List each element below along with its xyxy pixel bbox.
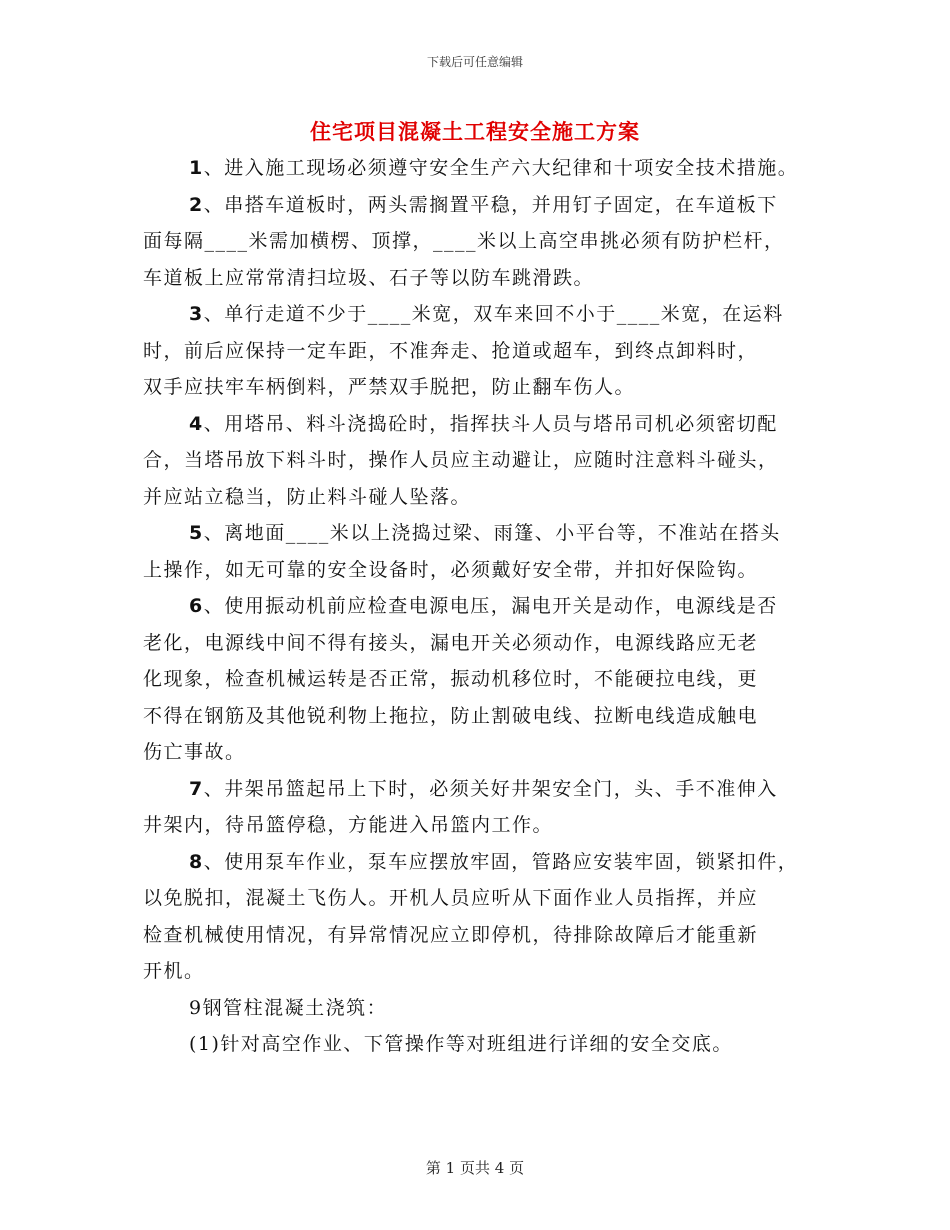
paragraph-line [143,917,833,954]
paragraph-line [143,479,833,516]
line-text: 老化，电源线中间不得有接头，漏电开关必须动作，电源线路应无老 [143,631,759,654]
paragraph-line [143,442,833,479]
paragraph-line [143,990,833,1027]
paragraph-line [143,552,833,589]
line-text: 伤亡事故。 [143,741,246,763]
paragraph [143,296,833,406]
paragraph-line [143,734,833,771]
line-text: 面每隔____米需加横楞、顶撑，____米以上高空串挑必须有防护栏杆， [143,230,785,252]
paragraph-line [143,369,833,406]
paragraph-line [143,1026,833,1063]
paragraph [143,187,833,297]
page-footer: 第 1 页共 4 页 [425,1159,525,1177]
paragraph-line [143,880,833,917]
paragraph [143,1026,833,1063]
line-text: 上操作，如无可靠的安全设备时，必须戴好安全带，并扣好保险钩。 [143,558,759,581]
line-text: 以免脱扣，混凝土飞伤人。开机人员应听从下面作业人员指挥，并应 [143,887,759,909]
line-text: 车道板上应常常清扫垃圾、石子等以防车跳滑跌。 [143,266,595,289]
paragraph-line [143,150,833,187]
line-text: 、井架吊篮起吊上下时，必须关好井架安全门，头、手不准伸入 [203,777,778,800]
line-text: 、使用泵车作业，泵车应摆放牢固，管路应安装牢固，锁紧扣件， [203,850,799,873]
item-number: 2 [189,193,204,216]
paragraph [143,406,833,516]
item-number: 8 [189,850,204,873]
item-number: 1 [189,157,204,179]
paragraph-line [143,187,833,224]
line-text: 开机。 [143,960,205,982]
item-number: 3 [189,303,204,325]
item-number: 5 [189,522,204,544]
item-number: 4 [189,412,204,435]
paragraph-line [143,223,833,260]
paragraph [143,150,833,187]
paragraph [143,844,833,990]
paragraph-line [143,771,833,808]
paragraph-line [143,625,833,662]
paragraph-line [143,953,833,990]
line-text: 、用塔吊、料斗浇捣砼时，指挥扶斗人员与塔吊司机必须密切配 [203,412,778,435]
paragraph-line [143,515,833,552]
paragraph-line [143,661,833,698]
paragraph [143,771,833,844]
paragraph [143,990,833,1027]
line-text: 双手应扶牢车柄倒料，严禁双手脱把，防止翻车伤人。 [143,376,636,398]
line-text: 、离地面____米以上浇捣过梁、雨篷、小平台等，不准站在搭头 [203,522,781,544]
line-text: 检查机械使用情况，有异常情况应立即停机，待排除故障后才能重新 [143,923,759,946]
paragraph-line [143,807,833,844]
item-number: 7 [189,777,204,800]
line-text: 、串搭车道板时，两头需搁置平稳，并用钉子固定，在车道板下 [203,193,778,216]
header-note: 下载后可任意编辑 [426,55,523,69]
paragraph-line [143,260,833,297]
line-text: 、单行走道不少于____米宽，双车来回不小于____米宽，在运料 [203,303,784,325]
paragraph-line [143,333,833,370]
line-text: (1)针对高空作业、下管操作等对班组进行详细的安全交底。 [189,1033,733,1055]
line-text: 不得在钢筋及其他锐利物上拖拉，防止割破电线、拉断电线造成触电 [143,704,759,727]
paragraph [143,588,833,771]
paragraph-line [143,698,833,735]
document-body [143,150,833,1063]
document-title: 住宅项目混凝土工程安全施工方案 [310,119,640,144]
line-text: 时，前后应保持一定车距，不准奔走、抢道或超车，到终点卸料时， [143,339,759,362]
line-text: 、使用振动机前应检查电源电压，漏电开关是动作，电源线是否 [203,595,778,617]
paragraph-line [143,296,833,333]
line-text: 合，当塔吊放下料斗时，操作人员应主动避让，应随时注意料斗碰头， [143,449,779,471]
line-text: 井架内，待吊篮停稳，方能进入吊篮内工作。 [143,814,554,836]
item-number: 6 [189,595,204,617]
line-text: 9钢管柱混凝土浇筑： [189,996,388,1019]
paragraph-line [143,406,833,443]
line-text: 、进入施工现场必须遵守安全生产六大纪律和十项安全技术措施。 [203,157,799,179]
paragraph-line [143,844,833,881]
paragraph [143,515,833,588]
line-text: 并应站立稳当，防止料斗碰人坠落。 [143,485,472,508]
line-text: 化现象，检查机械运转是否正常，振动机移位时，不能硬拉电线，更 [143,668,759,690]
paragraph-line [143,588,833,625]
